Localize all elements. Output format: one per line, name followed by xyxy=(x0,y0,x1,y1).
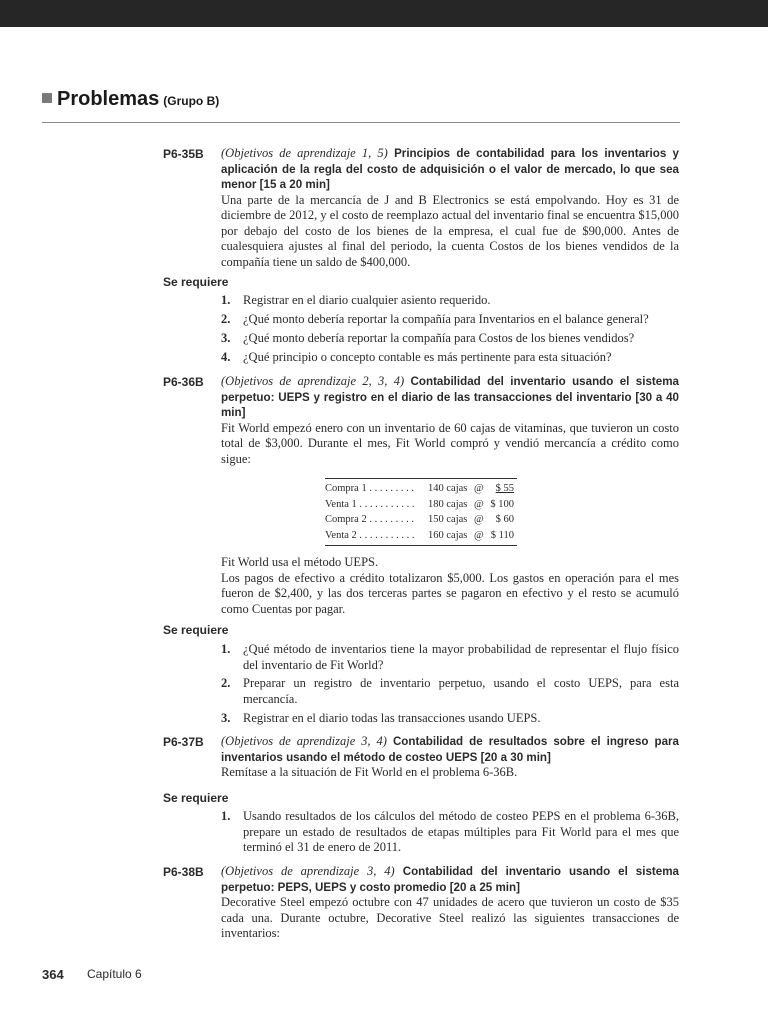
problem-objectives: (Objetivos de aprendizaje 3, 4) xyxy=(221,734,387,748)
list-item: 1. Usando resultados de los cálculos del método de costeo PEPS en el problema 6-36B, prepare un estado de resultados de etapas múltiples para Fit World para el mes que terminó el 31 de enero de 2011. xyxy=(221,809,679,854)
problem-id: P6-35B xyxy=(163,147,204,161)
section-divider xyxy=(42,122,680,123)
problem-title: Principios de contabilidad para los inventarios y aplicación de la regla del costo de adquisición o el valor de mercado, lo que sea menor [15 a 20 min] xyxy=(221,147,679,191)
problem-block xyxy=(221,864,679,942)
problem-title: Contabilidad de resultados sobre el ingreso para inventarios usando el método de costeo UEPS [20 a 30 min] xyxy=(221,735,680,764)
list-item: 1. ¿Qué método de inventarios tiene la mayor probabilidad de representar el flujo físico del inventario de Fit World? xyxy=(221,642,679,672)
problem-objectives: (Objetivos de aprendizaje 3, 4) xyxy=(221,864,395,878)
required-label: Se requiere xyxy=(163,623,229,637)
problem-text: Una parte de la mercancía de J and B Electronics se está empolvando. Hoy es 31 de diciembre de 2012, y el costo de reemplazo actual del inventario final se encuentra $15,000 por debajo del costo de los bienes de la empresa, el cual fue de $90,000. Antes de cualesquiera ajustes al final del periodo, la cuenta Costos de los bienes vendidos de la compañía tiene un saldo de $400,000. xyxy=(221,192,679,269)
problem-id: P6-36B xyxy=(163,375,204,389)
problem-text-after xyxy=(221,555,679,617)
top-bar xyxy=(0,0,768,27)
table-row: Compra 1 . . . . . . . . . 140 cajas @ $ 55 xyxy=(325,483,514,494)
list-item: 2. Preparar un registro de inventario perpetuo, usando el costo UEPS, para esta mercancía. xyxy=(221,676,679,706)
list-item: 1. Registrar en el diario cualquier asiento requerido. xyxy=(221,293,491,307)
problem-objectives: (Objetivos de aprendizaje 1, 5) xyxy=(221,146,388,160)
problem-heading xyxy=(221,374,679,421)
problem-heading xyxy=(221,864,679,895)
problem-title: Contabilidad del inventario usando el sistema perpetuo: UEPS y registro en el diario de las transacciones del inventario [30 a 40 min] xyxy=(221,375,679,419)
required-label: Se requiere xyxy=(163,275,229,289)
problem-text: Decorative Steel empezó octubre con 47 unidades de acero que tuvieron un costo de $35 cada una. Durante octubre, Decorative Steel realizó las siguientes transacciones de inventarios: xyxy=(221,895,679,940)
list-item: 3. ¿Qué monto debería reportar la compañía para Costos de los bienes vendidos? xyxy=(221,331,635,345)
page-number: 364 xyxy=(42,967,64,982)
problem-id: P6-37B xyxy=(163,735,204,749)
problem-text: Remítase a la situación de Fit World en el problema 6-36B. xyxy=(221,765,518,779)
problem-heading xyxy=(221,146,679,193)
list-item: 4. ¿Qué principio o concepto contable es más pertinente para esta situación? xyxy=(221,350,612,364)
problem-objectives: (Objetivos de aprendizaje 2, 3, 4) xyxy=(221,374,405,388)
table-row: Compra 2 . . . . . . . . . 150 cajas @ $ 60 xyxy=(325,514,514,525)
section-title: Problemas (Grupo B) xyxy=(42,88,219,111)
chapter-label: Capítulo 6 xyxy=(87,967,142,981)
table-row: Venta 1 . . . . . . . . . . . 180 cajas @ $ 100 xyxy=(325,498,514,510)
problem-text: Los pagos de efectivo a crédito totalizaron $5,000. Los gastos en operación para el mes fueron de $2,400, y las dos terceras partes se pagaron en efectivo y el resto se acumuló como Cuentas por pagar. xyxy=(221,570,679,616)
list-item: 3. Registrar en el diario todas las transacciones usando UEPS. xyxy=(221,711,541,725)
required-label: Se requiere xyxy=(163,791,229,805)
transactions-table xyxy=(325,478,517,546)
table-row: Venta 2 . . . . . . . . . . . 160 cajas @ $ 110 xyxy=(325,529,514,541)
problem-title: Contabilidad del inventario usando el sistema perpetuo: PEPS, UEPS y costo promedio [20 a 25 min] xyxy=(221,865,679,894)
problem-text: Fit World empezó enero con un inventario de 60 cajas de vitaminas, que tuvieron un costo total de $3,000. Durante el mes, Fit World compró y vendió mercancía a crédito como sigue: xyxy=(221,420,679,466)
problem-text: Fit World usa el método UEPS. xyxy=(221,555,379,569)
problem-block xyxy=(221,734,679,781)
problem-id: P6-38B xyxy=(163,865,204,879)
list-item: 2. ¿Qué monto debería reportar la compañía para Inventarios en el balance general? xyxy=(221,312,649,326)
problem-block xyxy=(221,374,679,467)
problem-block xyxy=(221,146,679,270)
square-bullet-icon xyxy=(42,93,52,103)
problem-heading xyxy=(221,734,679,765)
